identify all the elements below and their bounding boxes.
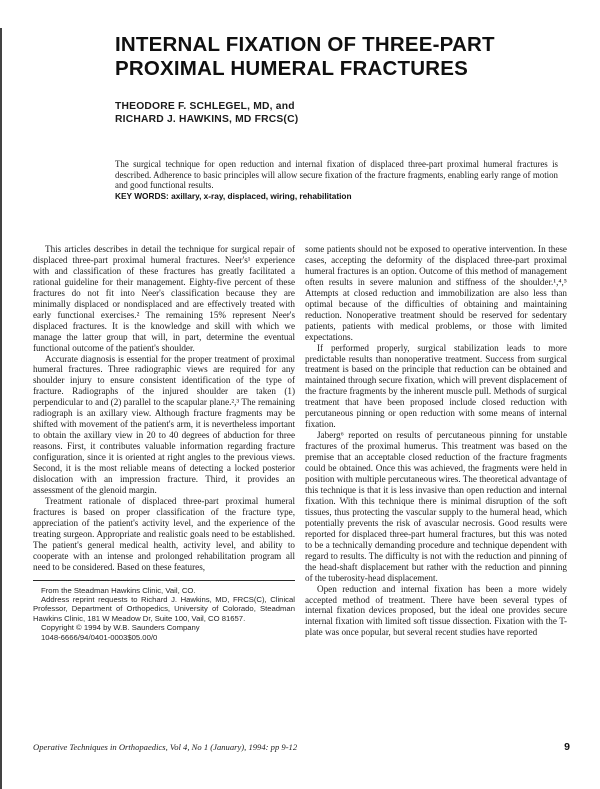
- paragraph: If performed properly, surgical stabilization leads to more predictable results than nonoperative treatment. Success from surgical treatment is based on the principle that reduction can be obtained and maintained through secure fixation, which will prevent displacement of the fracture fragments by the inherent muscle pull. Methods of surgical treatment that have been proposed include closed reduction with percutaneous pinning or open reduction with some means of internal fixation.: [305, 342, 567, 430]
- page-number: 9: [564, 741, 570, 753]
- scan-edge-artifact: [0, 28, 2, 789]
- footnote-affiliation: From the Steadman Hawkins Clinic, Vail, CO.: [41, 585, 196, 595]
- footnote-issn-code: 1048-6666/94/0401-0003$05.00/0: [41, 632, 158, 642]
- abstract-text: The surgical technique for open reduction and internal fixation of displaced three-part proximal humeral fractures is described. Adherence to basic principles will allow secure fixation of the fracture fragments, enabling early range of motion and good functional results.: [115, 159, 558, 191]
- paragraph: Accurate diagnosis is essential for the proper treatment of proximal humeral fractures. Three radiographic views are required for any shoulder injury to ensure consistent identification of the type of fracture. Radiographs of the injured shoulder are taken (1) perpendicular to and (2) parallel to the scapular plane.²,³ The remaining radiograph is an axillary view. Although fracture fragments may be shifted with movement of the patient's arm, it is nevertheless important to obtain the axillary view in 20 to 40 degrees of abduction for three reasons. First, it contributes valuable information regarding fracture configuration, since it is oriented at right angles to the previous views. Second, it is the most reliable means of detecting a locked posterior dislocation with an impression fracture. Third, it provides an assessment of the glenoid margin.: [33, 353, 295, 495]
- journal-citation: Operative Techniques in Orthopaedics, Vol 4, No 1 (January), 1994: pp 9-12: [33, 742, 298, 752]
- paragraph: Jaberg⁶ reported on results of percutaneous pinning for unstable fractures of the proximal humerus. This treatment was based on the premise that an acceptable closed reduction of the fracture fragments could be obtained. Once this was achieved, the fragments were held in position with multiple percutaneous wires. The theoretical advantage of this technique is that it is less invasive than open reduction and internal fixation. With this technique there is minimal disruption of the soft tissues, thus protecting the vascular supply to the humeral head, which potentially prevents the risk of avascular necrosis. Good results were reported for displaced three-part humeral fractures, but this was noted to be a technically demanding procedure and technique dependent with regard to results. The difficulty is not with the reduction and pinning of the head-shaft displacement but rather with the reduction and pinning of the tuberosity-head displacement.: [305, 430, 567, 583]
- body-column-right: [305, 244, 567, 642]
- author-line1: THEODORE F. SCHLEGEL, MD, and: [115, 101, 295, 112]
- footnote-reprint-address: Address reprint requests to Richard J. Hawkins, MD, FRCS(C), Clinical Professor, Department of Orthopedics, University of Colorado, Steadman Hawkins Clinic, 181 W Meadow Dr, Suite 100, Vail, CO 81657.: [33, 595, 295, 623]
- page-footer: [33, 741, 570, 753]
- author-byline: [115, 101, 298, 126]
- body-column-left: [33, 244, 295, 642]
- article-title-line1: INTERNAL FIXATION OF THREE-PART: [115, 33, 495, 56]
- keywords-text: axillary, x-ray, displaced, wiring, rehabilitation: [168, 191, 352, 202]
- footnote-block: [33, 586, 295, 642]
- article-title-line2: PROXIMAL HUMERAL FRACTURES: [115, 56, 468, 80]
- footnote-divider: [33, 580, 295, 581]
- paragraph: Treatment rationale of displaced three-part proximal humeral fractures is based on proper classification of the fracture type, appreciation of the patient's activity level, and the experience of the treating surgeon. Appropriate and realistic goals need to be established. The patient's general medical health, activity level, and ability to cooperate with an intense and prolonged rehabilitation program all need to be considered. Based on these features,: [33, 495, 295, 572]
- paragraph: Open reduction and internal fixation has been a more widely accepted method of treatment. There have been several types of internal fixation devices proposed, but the ideal one provides secure internal fixation with limited soft tissue dissection. Fixation with the T-plate was once popular, but several recent studies have reported: [305, 583, 567, 638]
- paragraph: This articles describes in detail the technique for surgical repair of displaced three-part proximal humeral fractures. Neer's¹ experience with and classification of these fractures has greatly facilitated a rational guideline for their management. Eighty-five percent of these fractures do not fit into Neer's classification because they are minimally displaced or nondisplaced and are effectively treated with early functional exercises.² The remaining 15% represent Neer's displaced fractures. It is the knowledge and skill with which we manage the latter group that will, in part, determine the eventual functional outcome of the patient's shoulder.: [33, 244, 295, 353]
- article-title: [115, 33, 495, 80]
- keywords-line: [115, 191, 558, 202]
- article-body: [33, 244, 568, 642]
- keywords-label: KEY WORDS:: [115, 191, 169, 202]
- footnote-copyright: Copyright © 1994 by W.B. Saunders Company: [41, 623, 200, 633]
- abstract: [115, 159, 558, 202]
- paragraph-continuation: some patients should not be exposed to operative intervention. In these cases, accepting the deformity of the displaced three-part proximal humeral fractures is an option. Outcome of this method of management often results in severe malunion and stiffness of the shoulder.¹,⁴,⁵ Attempts at closed reduction and immobilization are also less than optimal because of the difficulties of obtaining and maintaining reduction. Nonoperative treatment should be reserved for sedentary patients, patients with medical problems, or those with limited expectations.: [305, 244, 567, 342]
- author-line2: RICHARD J. HAWKINS, MD FRCS(C): [115, 113, 299, 125]
